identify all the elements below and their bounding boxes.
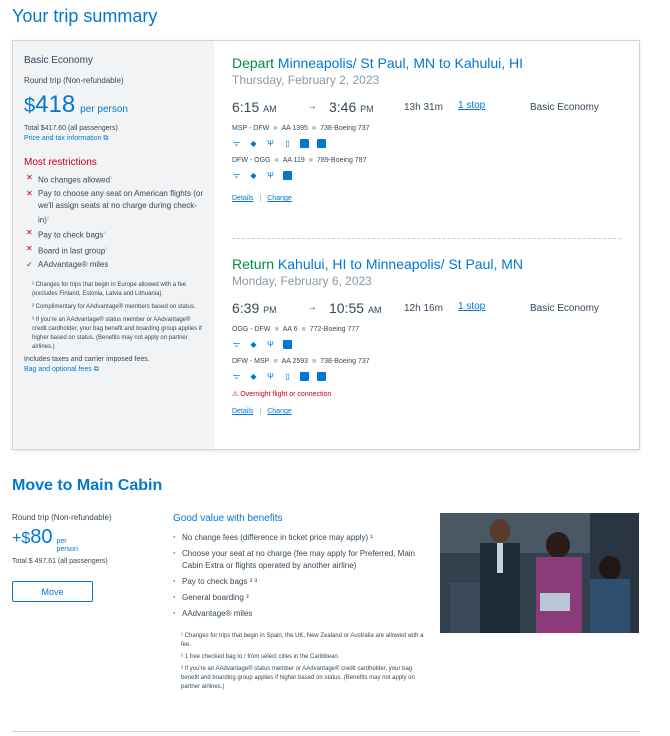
price-per: per person: [80, 104, 128, 115]
arrow-right-icon: →: [307, 302, 317, 313]
footnote: ³ If you're an AAdvantage® status member or AAdvantage® credit cardholder, your bag benefit and boarding group applies if higher based on status. (Benefits may not apply on partner airlines.): [32, 316, 202, 350]
device-icon: ▯: [285, 372, 290, 381]
footnote: ² 1 free checked bag to / from select cities in the Caribbean.: [181, 654, 340, 660]
list-item: ✕ No changes allowed$^1$: [26, 173, 113, 185]
tv-icon: [317, 372, 326, 381]
segment-links: Details | Change: [232, 408, 292, 415]
power-icon: Ψ: [267, 139, 274, 148]
segment-links: Details | Change: [232, 195, 292, 202]
warning-icon: ⚠: [232, 391, 239, 398]
duration: 12h 16m: [404, 303, 443, 314]
footnotes: [24, 281, 203, 352]
amenities: [232, 339, 632, 350]
list-item: ▪ AAdvantage® miles: [173, 608, 430, 620]
list-item: ▪ No change fees (difference in ticket price may apply) ¹: [173, 532, 430, 544]
list-item: ✓ AAdvantage® miles: [26, 259, 109, 269]
departure-time: 6:39 PM: [232, 300, 277, 316]
cabin: Basic Economy: [530, 303, 599, 314]
list-item: ▪ Pay to check bags ² ³: [173, 576, 430, 588]
beverage-icon: ◆: [250, 372, 257, 381]
currency-symbol: $: [24, 95, 36, 117]
price-tax-link[interactable]: Price and tax information ⧉: [24, 135, 109, 142]
footnote: ¹ Changes for trips that begin in Europe allowed with a fee (excludes Finland, Estonia, Latvia and Lithuania).: [32, 281, 187, 297]
x-icon: ✕: [26, 188, 33, 198]
depart-segment: [232, 55, 632, 202]
segment-date: Thursday, February 2, 2023: [232, 73, 380, 87]
leg: MSP - DFW ■ AA 1395 ■ 738-Boeing 737: [232, 125, 370, 132]
external-link-icon: ⧉: [93, 365, 99, 373]
leg: DFW - MSP ■ AA 2593 ■ 738-Boeing 737: [232, 358, 370, 365]
wifi-icon: ᯤ: [232, 340, 241, 349]
device-icon: ▯: [285, 139, 290, 148]
entertainment-icon: [283, 171, 292, 180]
cabin-photo-illustration: [440, 513, 639, 633]
x-icon: ✕: [26, 243, 33, 253]
upsell-benefits: [173, 513, 430, 695]
list-item: ▪ Choose your seat at no charge (fee may apply for Preferred, Main Cabin Extra or flights operated by another airline): [173, 548, 430, 572]
details-link[interactable]: Details: [232, 408, 254, 415]
duration: 13h 31m: [404, 102, 443, 113]
footnote: ¹ Changes for trips that begin in Spain, the UK, New Zealand or Australia are allowed with a fee.: [181, 633, 424, 648]
overnight-warning: ⚠ Overnight flight or connection: [232, 391, 332, 398]
beverage-icon: ◆: [250, 171, 257, 180]
wifi-icon: ᯤ: [232, 139, 241, 148]
amenities: [232, 138, 632, 149]
divider: [12, 731, 640, 732]
value-title: Good value with benefits: [173, 513, 283, 524]
cabin: Basic Economy: [530, 102, 599, 113]
fare-panel: [13, 41, 214, 449]
list-item: ✕ Pay to choose any seat on American flights (or we'll assign seats at no charge during check-in)$^2$: [26, 188, 203, 225]
segment-title: Depart Minneapolis/ St Paul, MN to Kahului, HI: [232, 55, 524, 71]
list-item: ✕ Board in last group$^3$: [26, 243, 108, 256]
leg: DFW - OGG ■ AA 119 ■ 789-Boeing 787: [232, 157, 367, 164]
beverage-icon: ◆: [250, 340, 257, 349]
divider: [232, 238, 621, 239]
amenities: [232, 170, 632, 181]
beverage-icon: ◆: [250, 139, 257, 148]
flight-times: [232, 300, 632, 322]
power-icon: Ψ: [267, 340, 274, 349]
footnotes: [173, 632, 430, 692]
upsell-total: Total $ 497.61 (all passengers): [12, 558, 108, 565]
return-segment: [232, 256, 632, 415]
segment-title: Return Kahului, HI to Minneapolis/ St Paul, MN: [232, 256, 524, 272]
wifi-icon: ᯤ: [232, 372, 241, 381]
stops-link[interactable]: 1 stop: [458, 100, 486, 111]
stops-link[interactable]: 1 stop: [458, 301, 486, 312]
wifi-icon: ᯤ: [232, 171, 241, 180]
entertainment-icon: [283, 340, 292, 349]
flights-panel: [232, 41, 632, 449]
price-value: 418: [35, 91, 76, 118]
entertainment-icon: [300, 372, 309, 381]
change-link[interactable]: Change: [267, 408, 292, 415]
trip-summary-card: [12, 40, 640, 450]
details-link[interactable]: Details: [232, 195, 254, 202]
power-icon: Ψ: [267, 372, 274, 381]
entertainment-icon: [300, 139, 309, 148]
fare-class: Basic Economy: [24, 55, 93, 66]
change-link[interactable]: Change: [267, 195, 292, 202]
page-title: Your trip summary: [12, 6, 158, 26]
trip-type: Round trip (Non-refundable): [12, 513, 112, 522]
external-link-icon: ⧉: [103, 135, 109, 142]
bag-fees-link[interactable]: Bag and optional fees ⧉: [24, 365, 99, 373]
arrival-time: 10:55 AM: [329, 300, 382, 316]
list-item: ▪ General boarding ³: [173, 592, 430, 604]
x-icon: ✕: [26, 228, 33, 238]
footnote: ³ If you're an AAdvantage® status member or AAdvantage® credit cardholder, your bag benefit and boarding group applies if higher based on status. (Benefits may not apply on partner airlines.): [181, 666, 415, 690]
restrictions-list: [24, 172, 203, 271]
upsell-price: +$ 80 per person: [12, 526, 78, 553]
departure-time: 6:15 AM: [232, 99, 277, 115]
move-button[interactable]: Move: [12, 581, 93, 602]
segment-date: Monday, February 6, 2023: [232, 274, 372, 288]
flight-times: [232, 99, 632, 121]
includes-taxes: Includes taxes and carrier imposed fees.: [24, 355, 150, 363]
tv-icon: [317, 139, 326, 148]
upsell-price-panel: [12, 513, 162, 602]
upsell-title: Move to Main Cabin: [12, 477, 163, 494]
price: [24, 91, 203, 119]
list-item: ✕ Pay to check bags$^3$: [26, 228, 106, 240]
benefits-list: [173, 532, 430, 620]
footnote: ² Complimentary for AAdvantage® members based on status.: [32, 303, 196, 310]
x-icon: ✕: [26, 173, 33, 182]
cabin-photo: [440, 513, 639, 633]
power-icon: Ψ: [267, 171, 274, 180]
amenities: [232, 371, 632, 382]
total-price: Total $417.60 (all passengers): [24, 125, 118, 132]
trip-type: Round trip (Non-refundable): [24, 76, 124, 85]
restrictions-title: Most restrictions: [24, 157, 97, 168]
arrival-time: 3:46 PM: [329, 99, 374, 115]
check-icon: ✓: [26, 259, 33, 269]
leg: OGG - DFW ■ AA 6 ■ 772-Boeing 777: [232, 326, 360, 333]
arrow-right-icon: →: [307, 101, 317, 112]
